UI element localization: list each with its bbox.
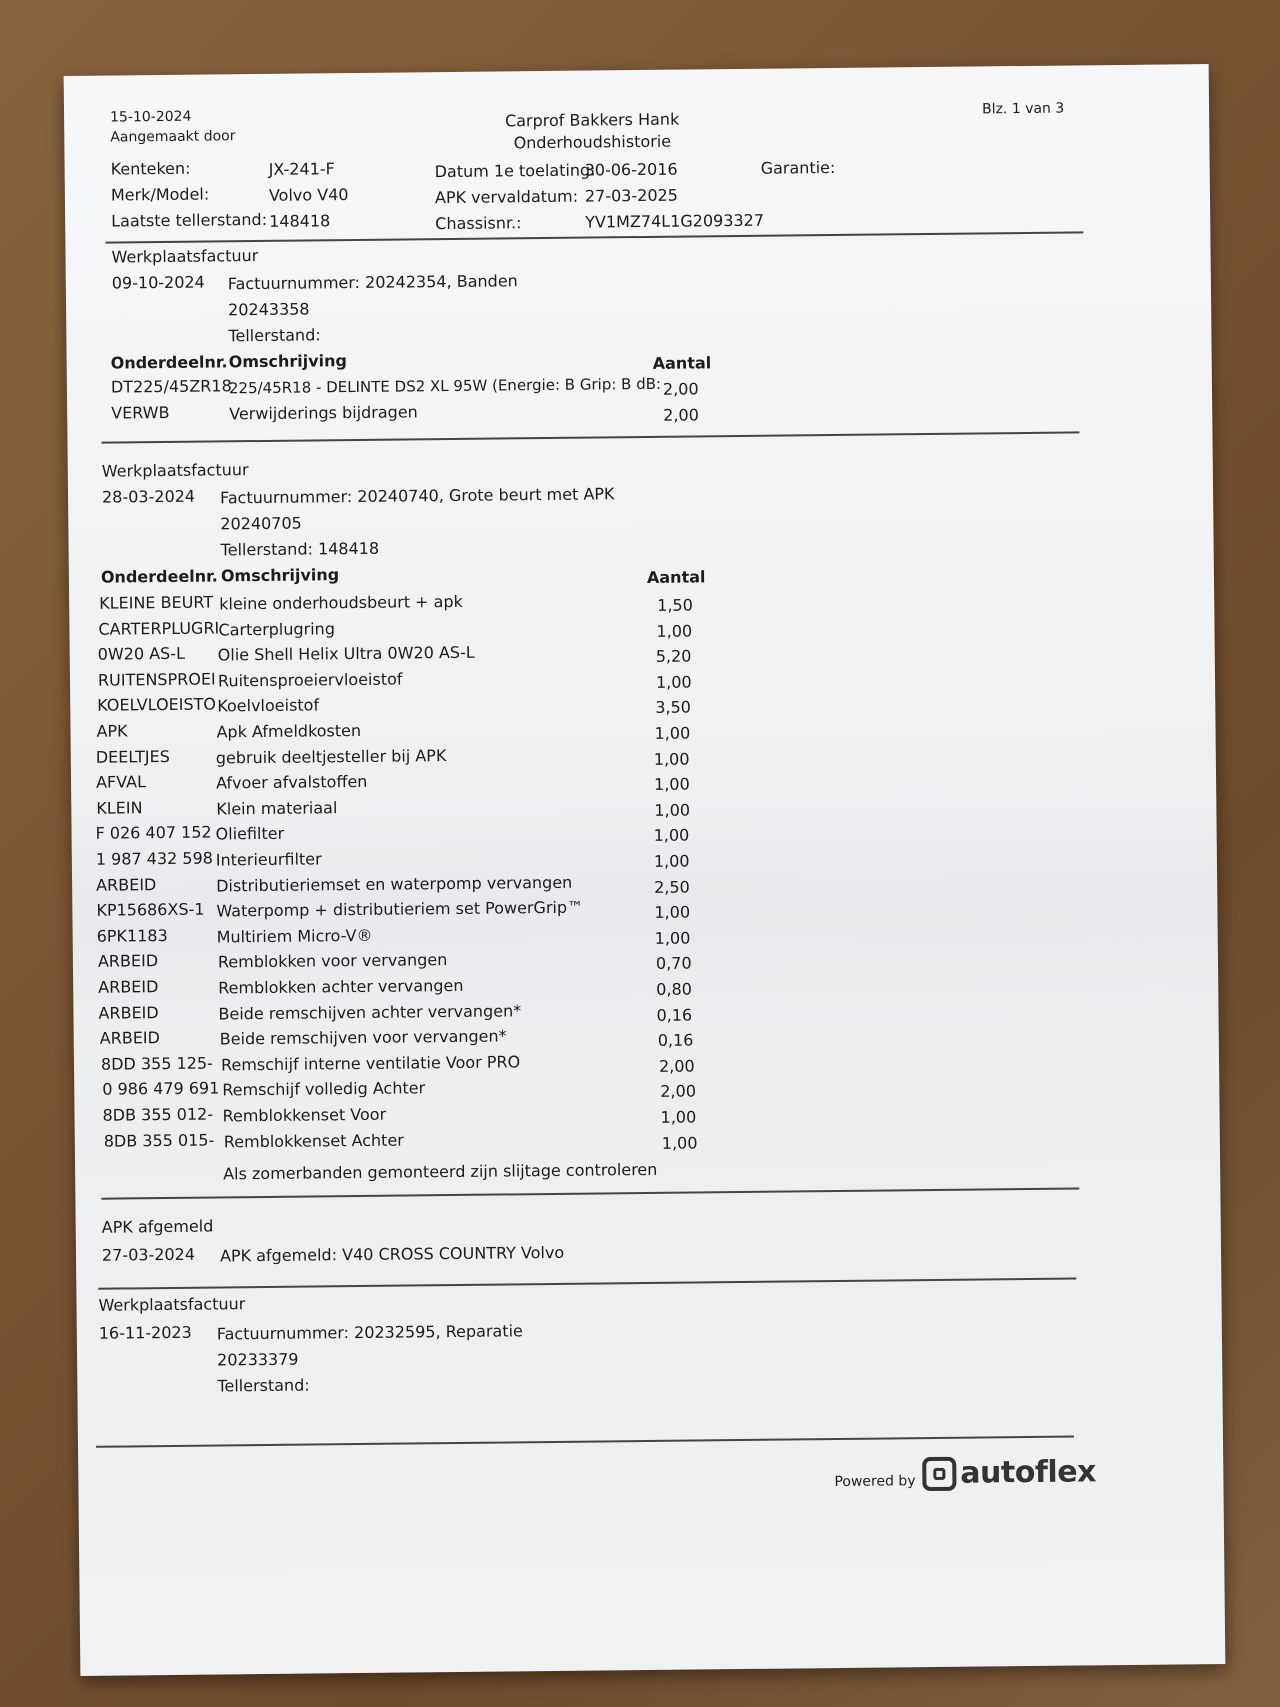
part-number: 8DB 355 015-: [103, 1130, 215, 1151]
part-number: DEELTJES: [95, 746, 170, 767]
part-quantity: 1,00: [655, 672, 692, 692]
part-description: gebruik deeltjesteller bij APK: [215, 746, 447, 768]
part-description: Oliefilter: [215, 823, 285, 844]
part-description: Beide remschijven achter vervangen*: [218, 1001, 522, 1024]
part-quantity: 2,00: [662, 379, 699, 399]
part-description: Remschijf interne ventilatie Voor PRO: [220, 1052, 521, 1075]
part-description: Remblokkenset Voor: [222, 1104, 387, 1126]
part-number: 6PK1183: [96, 925, 168, 946]
part-description: Interieurfilter: [215, 849, 322, 870]
page-number: Blz. 1 van 3: [981, 100, 1065, 118]
part-number: KP15686XS-1: [96, 899, 205, 920]
part-quantity: 1,00: [653, 851, 690, 871]
part-number: VERWB: [111, 402, 170, 423]
part-description: Remblokkenset Achter: [223, 1130, 404, 1152]
document-title: Onderhoudshistorie: [513, 131, 672, 153]
part-description: Beide remschijven voor vervangen*: [219, 1026, 507, 1049]
datum-label: Datum 1e toelating:: [434, 160, 596, 182]
section-type: Werkplaatsfactuur: [111, 246, 259, 267]
part-number: RUITENSPROEI: [97, 669, 216, 690]
part-quantity: 1,00: [653, 825, 690, 845]
part-number: 0W20 AS-L: [97, 643, 186, 664]
order-number: 20243358: [228, 299, 310, 320]
part-number: ARBEID: [96, 875, 157, 895]
autoflex-brand: autoflex: [960, 1454, 1097, 1491]
tellerstand: Tellerstand:: [228, 325, 321, 346]
part-description: Waterpomp + distributieriem set PowerGrip™: [216, 897, 584, 921]
section-date: 16-11-2023: [98, 1322, 192, 1343]
part-quantity: 3,50: [655, 697, 692, 717]
teller-value: 148418: [269, 211, 331, 231]
part-quantity: 2,00: [658, 1056, 695, 1076]
part-number: APK: [96, 721, 128, 741]
part-quantity: 0,70: [655, 953, 692, 973]
company-name: Carprof Bakkers Hank: [504, 109, 680, 131]
part-quantity: 2,50: [654, 877, 690, 897]
part-number: ARBEID: [98, 977, 159, 997]
divider: [101, 431, 1079, 443]
part-description: Ruitensproeiervloeistof: [217, 669, 403, 691]
merk-label: Merk/Model:: [110, 184, 210, 205]
invoice-number: Factuurnummer: 20242354, Banden: [227, 271, 518, 294]
kenteken-label: Kenteken:: [110, 158, 191, 179]
part-number: CARTERPLUGRI: [98, 618, 220, 639]
invoice-number: Factuurnummer: 20232595, Reparatie: [216, 1321, 523, 1344]
tellerstand: Tellerstand: 148418: [220, 538, 380, 560]
part-description: Multiriem Micro-V®: [216, 925, 373, 947]
part-number: 8DB 355 012-: [102, 1104, 214, 1125]
part-number: 1 987 432 598: [95, 848, 214, 869]
divider: [98, 1278, 1076, 1290]
part-quantity: 0,16: [657, 1030, 694, 1050]
part-quantity: 1,00: [654, 774, 690, 794]
datum-value: 30-06-2016: [584, 159, 678, 180]
powered-by: Powered by: [834, 1473, 916, 1491]
col-header-qty: Aantal: [646, 567, 706, 587]
section-date: 09-10-2024: [111, 272, 205, 293]
section-date: 27-03-2024: [101, 1244, 196, 1265]
chassis-value: YV1MZ74L1G2093327: [585, 210, 765, 232]
apk-afgemeld-text: APK afgemeld: V40 CROSS COUNTRY Volvo: [219, 1242, 565, 1266]
part-description: kleine onderhoudsbeurt + apk: [219, 591, 463, 614]
divider: [105, 231, 1083, 243]
apk-label: APK vervaldatum:: [434, 186, 579, 208]
part-quantity: 5,20: [655, 646, 692, 666]
section-type: APK afgemeld: [101, 1216, 214, 1237]
part-description: Remschijf volledig Achter: [222, 1078, 426, 1100]
part-number: ARBEID: [97, 951, 159, 971]
part-description: Olie Shell Helix Ultra 0W20 AS-L: [217, 642, 475, 665]
divider: [96, 1436, 1074, 1448]
part-number: 8DD 355 125-: [100, 1053, 213, 1074]
part-quantity: 2,00: [660, 1081, 697, 1101]
part-number: KLEINE BEURT: [99, 592, 214, 613]
col-header-desc: Omschrijving: [228, 351, 348, 372]
part-quantity: 0,16: [656, 1005, 693, 1025]
part-number: F 026 407 152: [95, 822, 212, 843]
part-quantity: 1,00: [660, 1107, 697, 1127]
part-quantity: 2,00: [663, 405, 699, 425]
col-header-qty: Aantal: [652, 353, 712, 373]
section-type: Werkplaatsfactuur: [98, 1294, 246, 1315]
print-date: 15-10-2024: [110, 108, 192, 126]
kenteken-value: JX-241-F: [268, 159, 335, 179]
part-quantity: 1,00: [653, 749, 690, 769]
col-header-part: Onderdeelnr.: [100, 566, 218, 587]
part-description: Distributieriemset en waterpomp vervangen: [216, 872, 573, 896]
created-by: Aangemaakt door: [110, 128, 236, 146]
tellerstand: Tellerstand:: [217, 1375, 310, 1396]
part-number: AFVAL: [95, 772, 147, 792]
part-description: 225/45R18 - DELINTE DS2 XL 95W (Energie: B Grip: B dB:: [228, 374, 662, 398]
part-description: Verwijderings bijdragen: [229, 402, 418, 424]
merk-value: Volvo V40: [268, 185, 349, 205]
invoice-paper: [64, 64, 1226, 1676]
col-header-desc: Omschrijving: [220, 565, 340, 586]
part-description: Remblokken achter vervangen: [218, 975, 464, 998]
part-quantity: 1,50: [657, 595, 693, 615]
chassis-label: Chassisnr.:: [435, 213, 522, 234]
part-quantity: 0,80: [656, 979, 692, 999]
section-type: Werkplaatsfactuur: [101, 460, 249, 481]
part-quantity: 1,00: [656, 621, 693, 641]
part-quantity: 1,00: [661, 1133, 698, 1153]
part-quantity: 1,00: [654, 800, 691, 820]
apk-value: 27-03-2025: [584, 185, 679, 206]
part-description: Apk Afmeldkosten: [216, 720, 362, 742]
divider: [101, 1187, 1079, 1199]
part-description: Remblokken voor vervangen: [217, 950, 448, 972]
invoice-number: Factuurnummer: 20240740, Grote beurt met APK: [219, 484, 615, 508]
part-quantity: 1,00: [654, 928, 691, 948]
autoflex-logo: [922, 1455, 1096, 1491]
part-number: KLEIN: [96, 798, 143, 818]
order-number: 20240705: [220, 513, 302, 534]
part-number: DT225/45ZR18: [110, 376, 232, 397]
part-description: Koelvloeistof: [217, 695, 320, 716]
service-note: Als zomerbanden gemonteerd zijn slijtage controleren: [223, 1159, 658, 1184]
part-number: KOELVLOEISTO: [97, 694, 217, 715]
autoflex-logo-icon: [922, 1457, 956, 1491]
part-number: 0 986 479 691: [102, 1078, 220, 1099]
part-quantity: 1,00: [654, 902, 691, 922]
part-number: ARBEID: [98, 1003, 159, 1023]
order-number: 20233379: [217, 1349, 299, 1370]
part-description: Klein materiaal: [216, 798, 338, 819]
part-description: Afvoer afvalstoffen: [215, 771, 368, 793]
part-description: Carterplugring: [218, 619, 336, 640]
garantie-label: Garantie:: [760, 157, 836, 178]
section-date: 28-03-2024: [101, 486, 196, 507]
col-header-part: Onderdeelnr.: [110, 352, 228, 373]
teller-label: Laatste tellerstand:: [111, 209, 268, 231]
part-quantity: 1,00: [654, 723, 691, 743]
part-number: ARBEID: [99, 1028, 161, 1048]
